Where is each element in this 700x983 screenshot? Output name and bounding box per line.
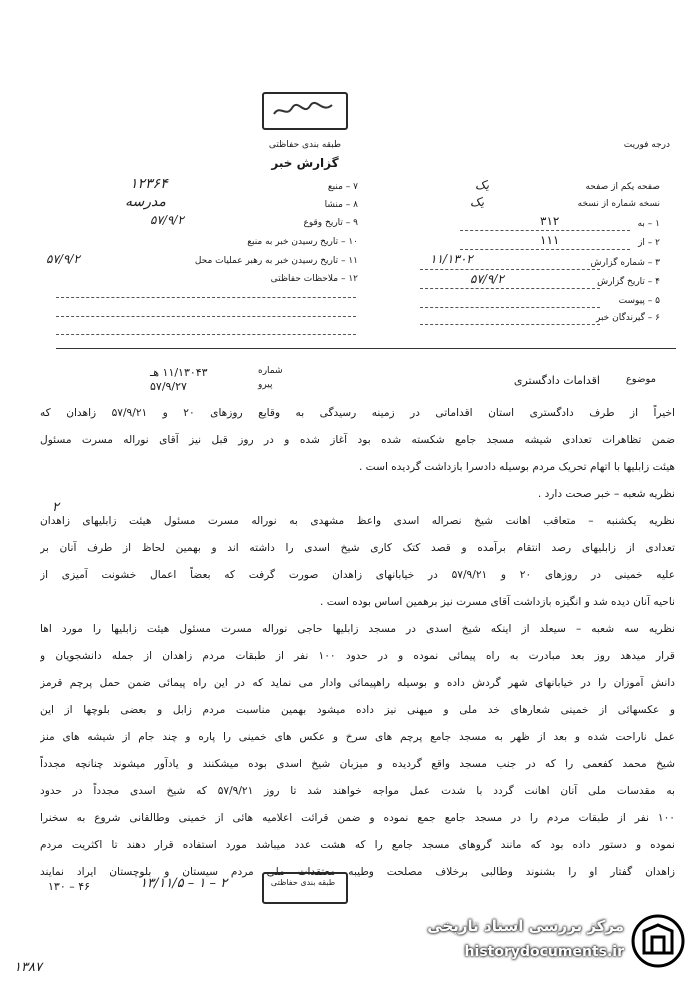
classification-caption: طبقه بندی حفاظتی [268,140,342,150]
body-line: هیئت زابلیها با اتهام تحریک مردم بوسیله دادسرا بازداشت گردیده است . [358,461,675,473]
reference-date: ۵۷/۹/۲۷ [150,380,187,393]
watermark-title: مرکز بررسی اسناد تاریخی [427,917,624,935]
body-line: نظریه یکشنبه – متعاقب اهانت شیخ نصراله اسدی واعظ مشهدی به نوراله مسرت مسئول هیئت زابلیهای زاهدان [40,515,675,527]
field-source-value: ۱۲۳۶۴ [130,176,168,192]
field-page: صفحه یکم از صفحه [585,182,660,192]
signature-scribble [270,100,336,120]
body-line: شیخ محمد کفعمی را که در جنب مسجد واقع گردیده و میزبان شیخ اسدی بوده میشکنند و یادآور میشوند چنانچه مجدداً [40,758,675,770]
field-report-date: ۴ – تاریخ گزارش [597,277,660,287]
field-page-value: یک [475,178,490,192]
field-from-value: ۱۱۱ [540,233,560,247]
field-attachment: ۵ – پیوست [618,296,660,306]
subject-value: اقدامات دادگستری [513,374,600,387]
watermark-url: historydocuments.ir [464,944,624,960]
body-line: ناحیه آنان دیده شد و انگیزه بازداشت آقای مسرت نیز برهمین اساس بوده است . [319,596,675,608]
body-line: تعدادی از زابلیهای رصد انتقام برآمده و قصد کتک کاری شیخ اسدی را داشته اند و بهمین لحاظ از طرف آنان بر [40,542,675,554]
urgency-label: درجه فوریت [623,140,670,150]
report-title: گزارش خبر [271,156,339,170]
archive-logo-icon [630,913,686,969]
field-recipients: ۶ – گیرندگان خبر [595,313,660,323]
body-line: اخیراً از طرف دادگستری استان اقداماتی در زمینه رسیدگی به وقایع روزهای ۲۰ و ۵۷/۹/۲۱ زاهدان که [40,407,675,419]
body-line: قرار میدهد روز بعد مبادرت به راه پیمائی نموده و در حدود ۱۰۰ نفر از طبقات مردم زاهدان از جمله دانشجویان و [40,650,675,662]
field-to: ۱ – به [637,219,660,229]
margin-mark: ۱۳۸۷ [14,960,42,975]
body-line: ۱۰۰ نفر از طبقات مردم را در مسجد جامع جمع نموده و ضمن قرائت اعلامیه هائی از خمینی وطالقانی شروع به سخنرا [40,812,675,824]
field-occurrence-date: ۹ – تاریخ وقوع [303,218,358,228]
body-line: و عکسهائی از خمینی شعارهای خد ملی و میهنی نیز داده میشود بهمین مناسبت مردم زابل و بعضی بلوچها از این [40,704,675,716]
field-received-ops: ۱۱ – تاریخ رسیدن خبر به رهبر عملیات محل [194,256,358,266]
field-from: ۲ – از [638,238,660,248]
body-line: عمل ناراحت شده و بعد از ظهر به مسجد جامع پرچم های سرخ و عکس های خمینی را پاره و چند جام از شیشه های منز [40,731,675,743]
classification-stamp [262,92,348,130]
body-line: علیه خمینی در روزهای ۲۰ و ۵۷/۹/۲۱ در خیابانهای زاهدان صورت گرفت که بعضاً اعمال خشونت آمیزی از [40,569,675,581]
report-body [40,400,675,886]
body-line: نظریه شعبه – خبر صحت دارد . [537,488,675,500]
body-line: ضمن تظاهرات تعدادی شیشه مسجد جامع شکسته شده بود آغاز شده و در روز قبل نیز آقای نوراله مسرت مسئول [40,434,675,446]
page-code: ۴۶ – ۱۳۰ [48,880,91,893]
reference-date-label: پیرو [258,380,273,390]
footer-classification-caption: طبقه بندی حفاظتی [270,878,336,887]
separator-rule [56,348,676,349]
subject-label: موضوع [625,374,656,385]
field-copy: نسخه شماره از نسخه [577,199,660,209]
field-origin-value: مدرسه [125,194,166,210]
body-line: به مقدسات ملی آنان اهانت گردد با شدت عمل مواجه خواهند شد تا روز ۵۷/۹/۲۱ که شیخ اسدی مجدداً در حدود [40,785,675,797]
field-occurrence-date-value: ۵۷/۹/۲ [150,213,184,227]
handwritten-code: ۲ – ۱ – ۱۳/۱۱/۵ [140,876,228,891]
reference-number: ۱۱/۱۳۰۴۳ هـ [150,366,208,379]
body-line: نظریه سه شعبه – سیعلد از اینکه شیخ اسدی در مسجد زابلیها حاجی نوراله مسرت مسئول هیئت زابلیها را مورد اها [40,623,675,635]
field-copy-value: یک [470,195,485,209]
field-security-notes: ۱۲ – ملاحظات حفاظتی [270,274,358,284]
margin-number: ۲ [52,500,59,515]
field-to-value: ۳۱۲ [540,214,560,228]
body-line: زاهدان گفتار او را بشنوند وطالبی برخلاف مصلحت وطیبه معتقدات ملی مردم سیستان و بلوچستان ایراد نمایند [40,866,675,878]
field-report-number: ۳ – شماره گزارش [590,258,660,268]
field-received-source: ۱۰ – تاریخ رسیدن خبر به منبع [247,237,358,247]
field-received-ops-value: ۵۷/۹/۲ [46,252,80,266]
field-source: ۷ – منبع [327,182,358,192]
footer-stamp [262,872,348,904]
body-line: نموده و دستور داده بود که مانند گروهای مسجد جامع را که هشت عدد میباشد مورد استفاده قرار دهند تا اکثریت مردم [40,839,675,851]
field-report-number-value: ۱۱/۱۳۰۲ [430,252,473,266]
field-report-date-value: ۵۷/۹/۲ [470,272,504,286]
watermark [406,911,686,973]
field-origin: ۸ – منشا [324,200,358,210]
reference-number-label: شماره [258,366,283,376]
body-line: دانش آموزان را در خیابانهای شهر گردش داده و بوسیله راهپیمائی وادار می نماید که در این راه پیمائی ضمن حمل پرچم قرمز [40,677,675,689]
